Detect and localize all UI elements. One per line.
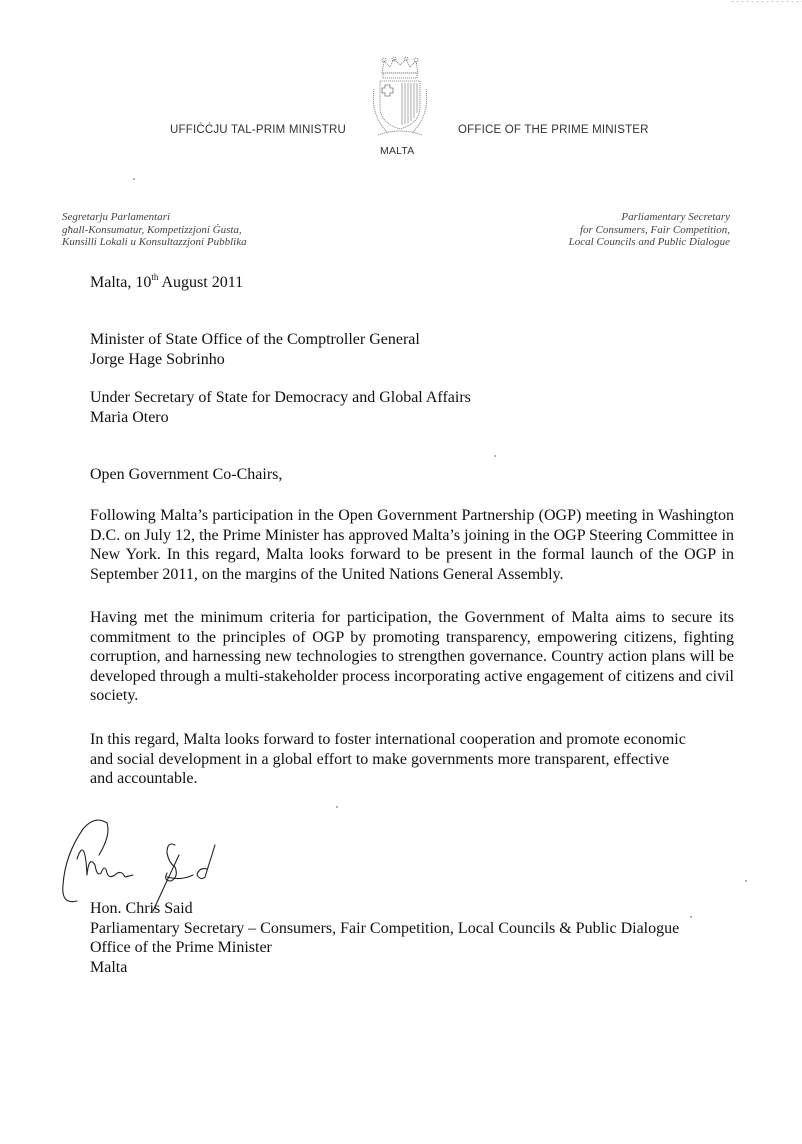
signatory-name: Hon. Chris Said — [90, 900, 193, 917]
letterhead-english-title: OFFICE OF THE PRIME MINISTER — [458, 124, 649, 136]
recipient-name: Jorge Hage Sobrinho — [90, 350, 225, 368]
paragraph-line: In this regard, Malta looks forward to foster international cooperation and promote economic — [90, 731, 686, 748]
recipient-title: Minister of State Office of the Comptroller General — [90, 331, 420, 348]
date-rest: August 2011 — [158, 274, 244, 291]
body-paragraph — [90, 730, 734, 789]
subheading-english — [569, 211, 730, 249]
subheading-line: Segretarju Parlamentari — [62, 211, 171, 223]
signature-block — [90, 899, 679, 977]
subheading-line: for Consumers, Fair Competition, — [579, 223, 730, 236]
letter-date — [90, 273, 734, 293]
salutation: Open Government Co-Chairs, — [90, 466, 283, 483]
recipient-block — [90, 330, 734, 369]
date-ordinal: th — [151, 272, 159, 282]
scan-speck — [690, 916, 692, 918]
signatory-office: Office of the Prime Minister — [90, 939, 272, 956]
body-paragraph: Having met the minimum criteria for participation, the Government of Malta aims to secure its commitment to the principles of OGP by promoting transparency, empowering citizens, fighting corruption, and harnessing new technologies to strengthen governance. Country action plans will be developed through a multi-stakeholder process incorporating active engagement of citizens and civil society. — [90, 609, 734, 704]
recipient-title: Under Secretary of State for Democracy and Global Affairs — [90, 389, 471, 406]
scan-speck — [745, 880, 747, 882]
scan-speck — [336, 806, 338, 808]
subheading-line: Local Councils and Public Dialogue — [568, 236, 730, 248]
subheading-maltese — [62, 211, 247, 249]
paragraph-line: and social development in a global effort to make governments more transparent, effective — [90, 750, 670, 768]
subheading-line: Parliamentary Secretary — [621, 211, 730, 223]
scan-speck — [494, 455, 496, 457]
letterhead-maltese-title: UFFIĊĊJU TAL-PRIM MINISTRU — [170, 124, 346, 136]
subheading-line: Kunsilli Lokali u Konsultazzjoni Pubblika — [62, 236, 247, 248]
malta-coat-of-arms-icon — [368, 55, 432, 141]
signatory-position: Parliamentary Secretary – Consumers, Fair Competition, Local Councils & Public Dialogue — [90, 919, 680, 937]
recipient-name: Maria Otero — [90, 408, 169, 426]
scan-speck — [133, 178, 135, 180]
subheading-line: għall-Konsumatur, Kompetizzjoni Ġusta, — [62, 223, 242, 236]
recipient-block — [90, 388, 734, 427]
letterhead-country: MALTA — [380, 145, 415, 157]
signatory-country: Malta — [90, 958, 128, 976]
date-prefix: Malta, 10 — [90, 274, 152, 291]
paragraph-line: and accountable. — [90, 770, 198, 787]
scan-artifact — [730, 0, 802, 3]
body-paragraph: Following Malta’s participation in the Open Government Partnership (OGP) meeting in Washington D.C. on July 12, the Prime Minister has approved Malta’s joining in the OGP Steering Committee in New York. In this regard, Malta looks forward to be present in the formal launch of the OGP in September 2011, on the margins of the United Nations General Assembly. — [90, 507, 734, 583]
